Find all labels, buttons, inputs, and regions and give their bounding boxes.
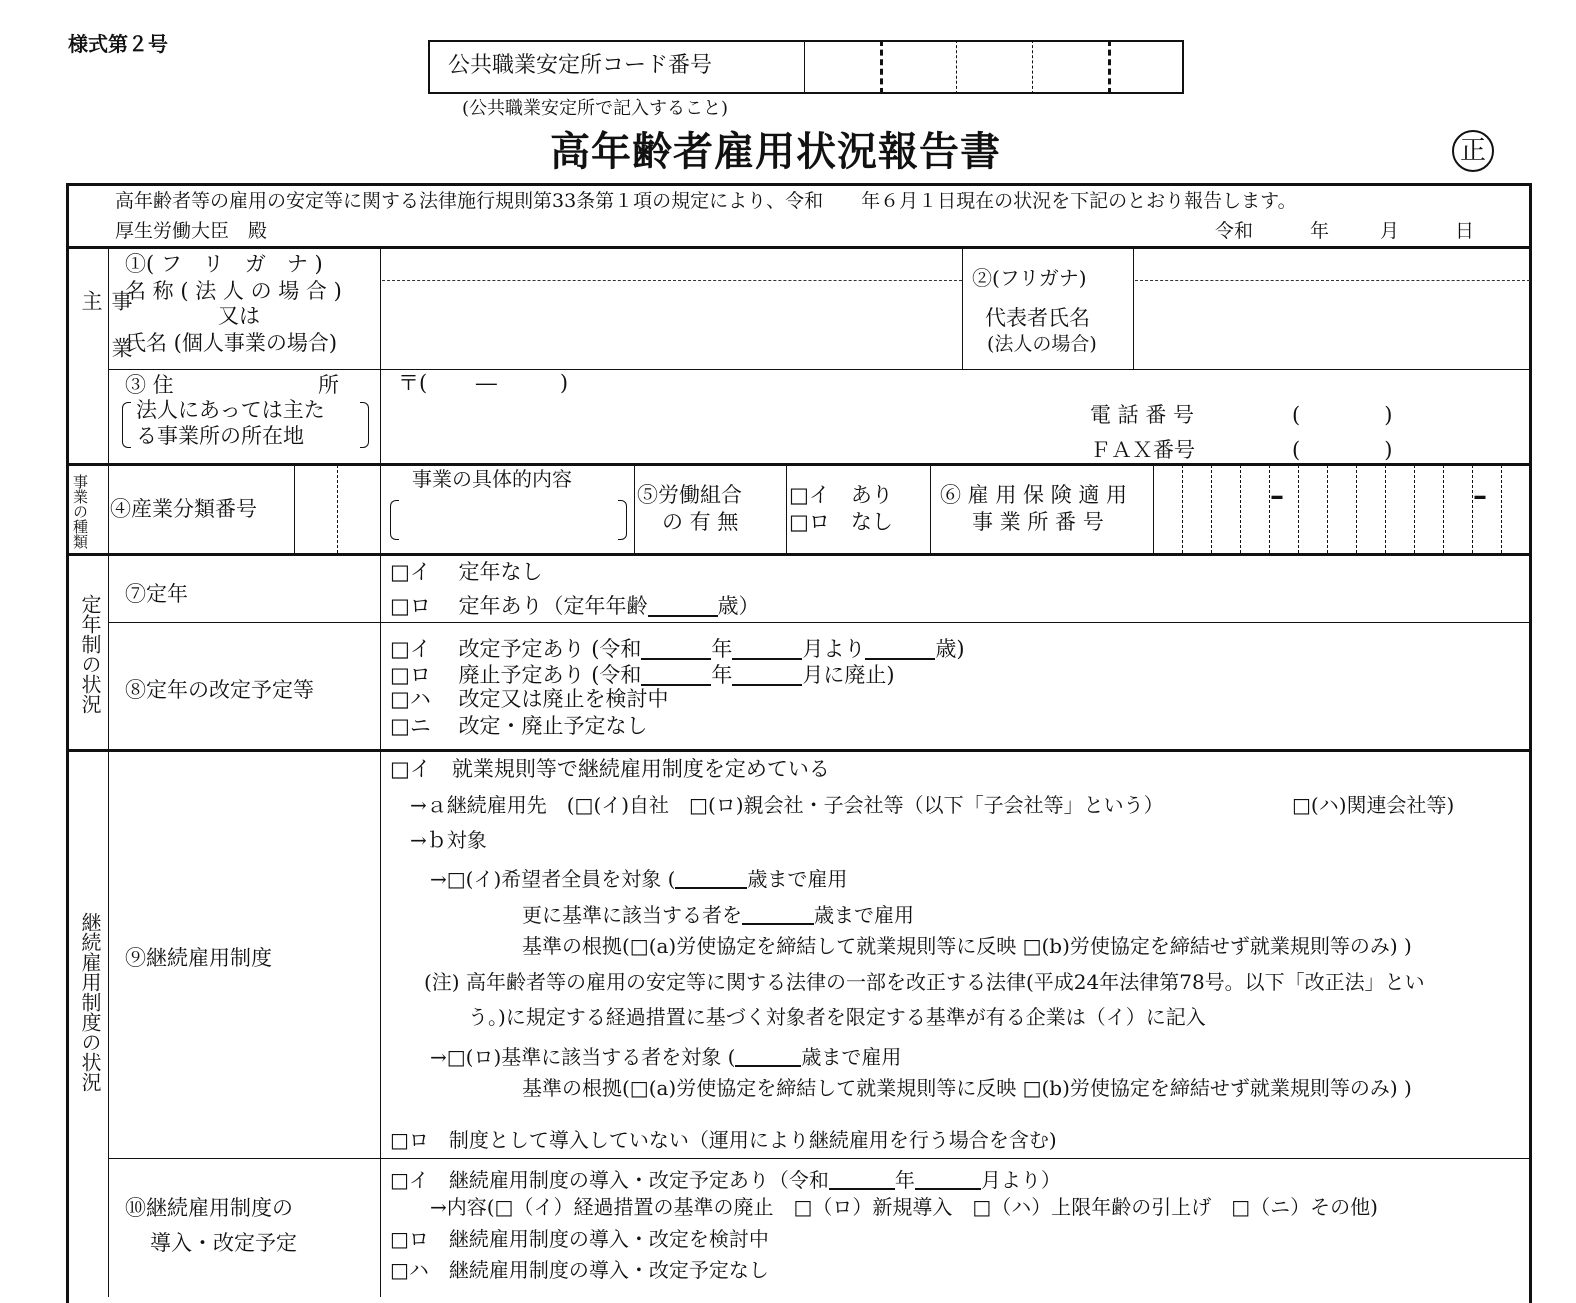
union-label-2: の 有 無 [662,510,739,534]
retirement-considering-checkbox[interactable]: □ハ 改定又は廃止を検討中 [390,687,669,711]
employer-side-label: 事業主 [79,290,133,384]
office-code-digit-cell[interactable] [958,42,1030,92]
fax-field[interactable]: ( ) [1292,438,1393,462]
name-furigana-field[interactable] [384,252,960,278]
revision-age-unit: 歳) [935,637,965,661]
office-code-digit-cell[interactable] [882,42,954,92]
insurance-label-2: 事 業 所 番 号 [972,510,1104,534]
name-or-label: 又は [218,304,260,328]
continued-plan-year-label: 年 [894,1168,915,1192]
business-detail-label: 事業の具体的内容 [412,467,572,491]
date-month-label: 月 [1380,220,1400,242]
continued-system-checkbox[interactable]: □イ 就業規則等で継続雇用制度を定めている [390,757,830,781]
seal-mark [1452,130,1494,172]
all-applicants-checkbox[interactable] [430,865,847,889]
revision-text: □イ 改定予定あり (令和 [390,637,642,661]
rep-furigana-field[interactable] [1137,252,1527,278]
continued-plan-month-label: 月より） [980,1168,1061,1192]
industry-code-field[interactable] [296,467,378,551]
rep-furigana-label: ②(フリガナ) [972,266,1087,290]
retirement-age-checkbox[interactable] [390,593,760,617]
insurance-label: ⑥ 雇 用 保 険 適 用 [940,483,1128,507]
insurance-number-field[interactable] [1155,467,1528,551]
address-label-a: ③ 住 [125,373,174,397]
name-individual-label: 氏名 (個人事業の場合) [125,331,338,355]
target-label: →ｂ対象 [410,828,487,852]
continued-plan-year-field[interactable] [829,1166,895,1190]
industry-code-label: ④産業分類番号 [110,497,257,521]
postal-code[interactable]: 〒( ― ) [398,371,569,395]
addressee: 厚生労働大臣 殿 [115,220,268,242]
date-day-label: 日 [1455,220,1475,242]
retirement-abolition-checkbox[interactable] [390,662,895,686]
office-code-digit-cell[interactable] [1034,42,1106,92]
note-line-1: (注) 高年齢者等の雇用の安定等に関する法律の一部を改正する法律(平成24年法律第78号。以下「改正法」とい [424,970,1425,994]
name-furigana-label: ①( フ リ ガ ナ ) [125,252,323,276]
all-applicants-age-field[interactable] [675,865,747,889]
union-label: ⑤労働組合 [637,483,742,507]
continued-plan-month-field[interactable] [915,1166,981,1190]
date-era: 令和 [1215,220,1254,242]
form-number: 様式第２号 [68,32,168,56]
criteria-target-checkbox[interactable] [430,1043,901,1067]
additional-criteria-line [522,901,914,925]
plan-content-line[interactable]: →内容(□（イ）経過措置の基準の廃止 □（ロ）新規導入 □（ハ）上限年齢の引上げ □（ニ）その他) [430,1195,1378,1219]
retirement-no-plan-checkbox[interactable]: □ニ 改定・廃止予定なし [390,714,648,738]
address-office-label: る事業所の所在地 [136,424,304,448]
all-applicants-text: →□(イ)希望者全員を対象 ( [430,867,676,891]
criteria-target-text: →□(ロ)基準に該当する者を対象 ( [430,1045,736,1069]
date-year-label: 年 [1310,220,1330,242]
criteria-basis-line-1[interactable]: 基準の根拠(□(a)労使協定を締結して就業規則等に反映 □(b)労使協定を締結せず就業規則等のみ) ) [522,934,1412,958]
insurance-dash-1: – [1270,479,1284,512]
office-code-label: 公共職業安定所コード番号 [448,53,713,78]
office-code-note: (公共職業安定所で記入すること) [462,98,729,119]
name-field[interactable] [384,284,960,366]
retirement-side-label: 定年制の状況 [78,594,102,714]
address-field[interactable] [384,398,1074,460]
insurance-dash-2: – [1473,479,1487,512]
business-detail-field[interactable] [400,500,616,538]
address-label-b: 所 [318,373,339,397]
continued-plan-checkbox[interactable] [390,1166,1061,1190]
no-retirement-age-checkbox[interactable]: □イ 定年なし [390,560,543,584]
revision-year-field[interactable] [641,636,711,660]
item10-label: ⑩継続雇用制度の [125,1196,293,1220]
rep-name-field[interactable] [1137,284,1527,366]
item10-label-2: 導入・改定予定 [150,1231,297,1255]
revision-month-label: 月より [802,637,866,661]
item7-label: ⑦定年 [125,582,188,606]
continued-side-label: 継続雇用制度の状況 [78,912,102,1092]
page-title: 高年齢者雇用状況報告書 [550,128,1001,175]
phone-field[interactable]: ( ) [1292,403,1393,427]
revision-month-field[interactable] [732,636,802,660]
additional-criteria-age-field[interactable] [742,901,814,925]
note-line-2: う。)に規定する経過措置に基づく対象者を限定する基準が有る企業は（イ）に記入 [468,1005,1206,1029]
revision-age-field[interactable] [865,636,935,660]
criteria-basis-line-2[interactable]: 基準の根拠(□(a)労使協定を締結して就業規則等に反映 □(b)労使協定を締結せず就業規則等のみ) ) [522,1076,1412,1100]
business-side-label: 事業の種類 [71,474,89,549]
continued-no-plan-checkbox[interactable]: □ハ 継続雇用制度の導入・改定予定なし [390,1258,769,1282]
address-corp-label: 法人にあっては主た [136,398,325,422]
continued-plan-text: □イ 継続雇用制度の導入・改定予定あり（令和 [390,1168,829,1192]
union-yes-checkbox[interactable]: □イ あり [789,483,893,507]
retirement-age-text: □ロ 定年あり（定年年齢 [390,594,648,618]
office-code-digit-cell[interactable] [1110,42,1182,92]
phone-label: 電 話 番 号 [1090,403,1195,427]
abolition-month-label: 月に廃止) [802,663,895,687]
criteria-target-age-unit: 歳まで雇用 [801,1045,902,1069]
all-applicants-age-unit: 歳まで雇用 [747,867,848,891]
abolition-text: □ロ 廃止予定あり (令和 [390,663,642,687]
office-code-digit-cell[interactable] [806,42,878,92]
affiliate-checkbox[interactable]: □(ハ)関連会社等) [1292,793,1455,817]
rep-name-label: 代表者氏名 [985,306,1090,330]
fax-label: ＦＡＸ番号 [1090,438,1195,462]
name-corp-label: 名 称 ( 法 人 の 場 合 ) [125,279,342,303]
rep-corp-label: (法人の場合) [987,333,1097,355]
item9-label: ⑨継続雇用制度 [125,946,272,970]
abolition-month-field[interactable] [732,662,802,686]
intro-text: 高年齢者等の雇用の安定等に関する法律施行規則第33条第１項の規定により、令和 年６月１日現在の状況を下記のとおり報告します。 [115,190,1297,212]
continued-considering-checkbox[interactable]: □ロ 継続雇用制度の導入・改定を検討中 [390,1227,769,1251]
revision-year-label: 年 [711,637,733,661]
item8-label: ⑧定年の改定予定等 [125,678,314,702]
employer-scope-line[interactable]: →ａ継続雇用先 (□(イ)自社 □(ロ)親会社・子会社等（以下「子会社等」という） [410,793,1164,817]
criteria-target-age-field[interactable] [735,1043,801,1067]
retirement-age-field[interactable] [648,593,718,617]
retirement-age-unit: 歳） [717,594,760,618]
abolition-year-label: 年 [711,663,733,687]
abolition-year-field[interactable] [641,662,711,686]
additional-criteria-age-unit: 歳まで雇用 [814,903,914,927]
union-no-checkbox[interactable]: □ロ なし [789,510,893,534]
retirement-revision-checkbox[interactable] [390,636,965,660]
additional-criteria-text: 更に基準に該当する者を [522,903,742,927]
seal-text: 正 [1459,136,1486,166]
no-system-checkbox[interactable]: □ロ 制度として導入していない（運用により継続雇用を行う場合を含む) [390,1128,1057,1152]
